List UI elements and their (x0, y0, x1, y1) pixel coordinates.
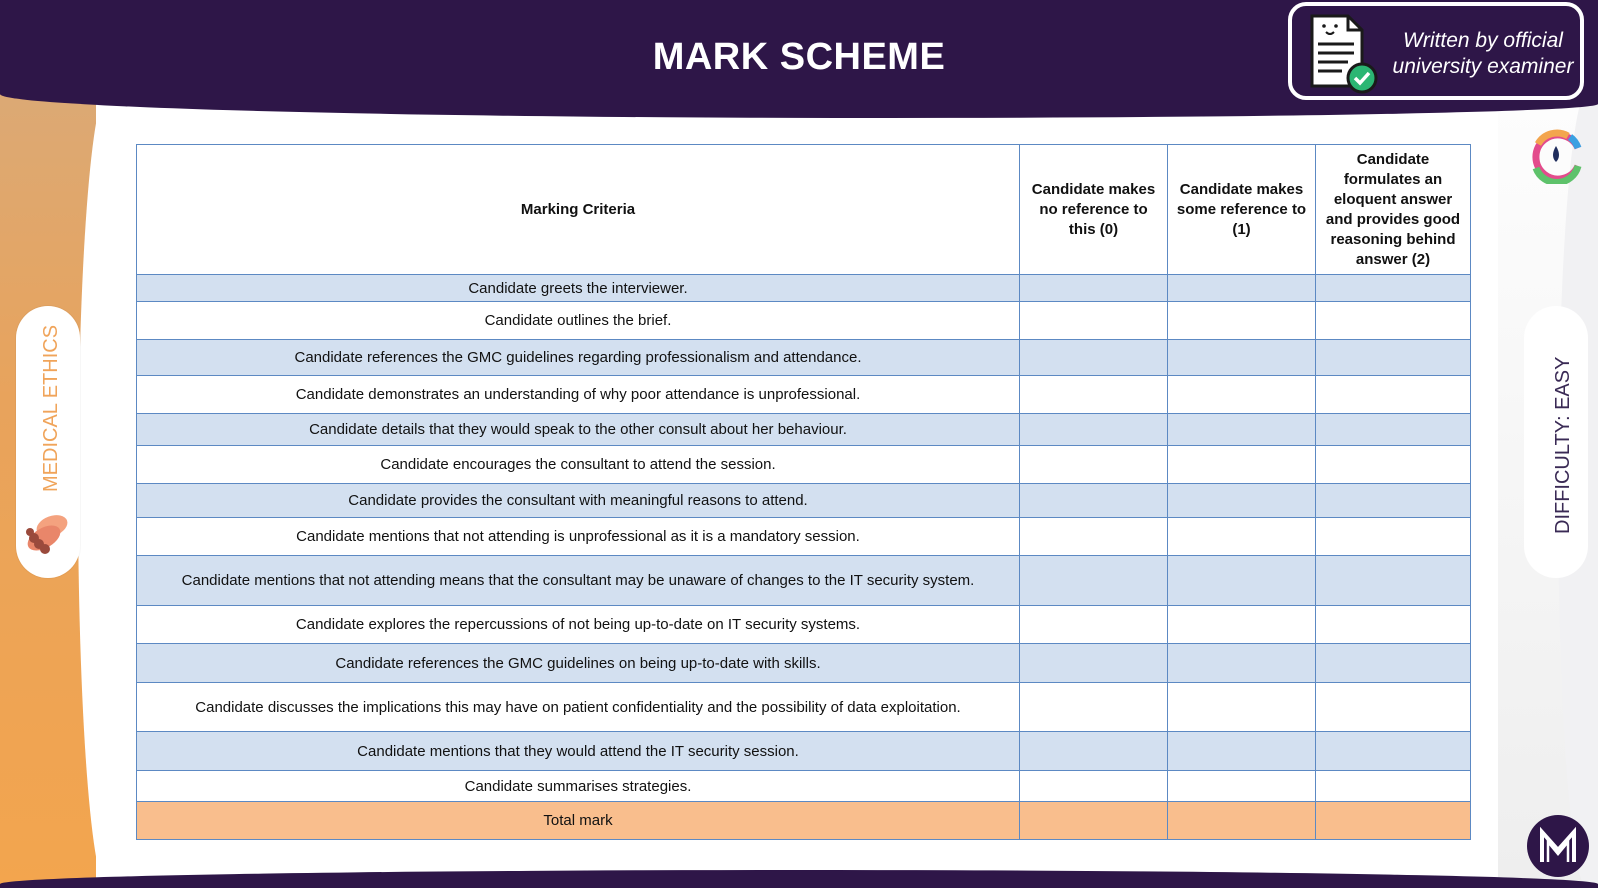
total-label-cell: Total mark (137, 802, 1020, 840)
score-1-cell[interactable] (1168, 606, 1316, 644)
score-0-cell[interactable] (1020, 556, 1168, 606)
criterion-cell: Candidate outlines the brief. (137, 302, 1020, 340)
score-2-cell[interactable] (1316, 275, 1471, 302)
header-score-2: Candidate formulates an eloquent answer and provides good reasoning behind answer (2) (1316, 145, 1471, 275)
total-score-0-cell[interactable] (1020, 802, 1168, 840)
score-0-cell[interactable] (1020, 683, 1168, 732)
score-0-cell[interactable] (1020, 771, 1168, 802)
criterion-cell: Candidate demonstrates an understanding of why poor attendance is unprofessional. (137, 376, 1020, 414)
criterion-cell: Candidate mentions that they would attend the IT security session. (137, 732, 1020, 771)
score-1-cell[interactable] (1168, 414, 1316, 446)
score-2-cell[interactable] (1316, 518, 1471, 556)
criterion-cell: Candidate references the GMC guidelines on being up-to-date with skills. (137, 644, 1020, 683)
table-row (137, 275, 1471, 302)
score-1-cell[interactable] (1168, 518, 1316, 556)
c-logo-icon (1528, 128, 1584, 184)
score-0-cell[interactable] (1020, 732, 1168, 771)
score-0-cell[interactable] (1020, 644, 1168, 683)
table-row (137, 771, 1471, 802)
total-score-1-cell[interactable] (1168, 802, 1316, 840)
score-1-cell[interactable] (1168, 683, 1316, 732)
criterion-cell: Candidate mentions that not attending means that the consultant may be unaware of changes to the IT security system. (137, 556, 1020, 606)
criterion-cell: Candidate discusses the implications this may have on patient confidentiality and the possibility of data exploitation. (137, 683, 1020, 732)
badge-text-line2: university examiner (1392, 55, 1574, 78)
score-1-cell[interactable] (1168, 644, 1316, 683)
score-2-cell[interactable] (1316, 606, 1471, 644)
table-row (137, 340, 1471, 376)
score-0-cell[interactable] (1020, 518, 1168, 556)
score-1-cell[interactable] (1168, 376, 1316, 414)
footer-banner (0, 870, 1598, 888)
score-2-cell[interactable] (1316, 340, 1471, 376)
criterion-cell: Candidate summarises strategies. (137, 771, 1020, 802)
header-score-0: Candidate makes no reference to this (0) (1020, 145, 1168, 275)
table-row (137, 376, 1471, 414)
criterion-cell: Candidate references the GMC guidelines regarding professionalism and attendance. (137, 340, 1020, 376)
category-label: MEDICAL ETHICS (40, 324, 62, 492)
score-0-cell[interactable] (1020, 302, 1168, 340)
table-row (137, 644, 1471, 683)
score-0-cell[interactable] (1020, 275, 1168, 302)
table-row (137, 302, 1471, 340)
page-title: MARK SCHEME (652, 36, 946, 78)
table-row (137, 414, 1471, 446)
score-1-cell[interactable] (1168, 732, 1316, 771)
score-2-cell[interactable] (1316, 446, 1471, 484)
criterion-cell: Candidate encourages the consultant to attend the session. (137, 446, 1020, 484)
mark-scheme-table (136, 144, 1471, 840)
table-row (137, 518, 1471, 556)
score-0-cell[interactable] (1020, 376, 1168, 414)
score-0-cell[interactable] (1020, 340, 1168, 376)
score-1-cell[interactable] (1168, 275, 1316, 302)
difficulty-label: DIFFICULTY: EASY (1552, 356, 1574, 534)
badge-text (1390, 28, 1576, 80)
handshake-icon (22, 508, 74, 560)
score-0-cell[interactable] (1020, 446, 1168, 484)
score-2-cell[interactable] (1316, 376, 1471, 414)
score-0-cell[interactable] (1020, 606, 1168, 644)
badge-text-line1: Written by official (1403, 29, 1563, 52)
score-0-cell[interactable] (1020, 414, 1168, 446)
score-2-cell[interactable] (1316, 414, 1471, 446)
criterion-cell: Candidate mentions that not attending is unprofessional as it is a mandatory session. (137, 518, 1020, 556)
score-1-cell[interactable] (1168, 302, 1316, 340)
criterion-cell: Candidate provides the consultant with meaningful reasons to attend. (137, 484, 1020, 518)
score-2-cell[interactable] (1316, 644, 1471, 683)
table-row (137, 732, 1471, 771)
total-score-2-cell[interactable] (1316, 802, 1471, 840)
score-2-cell[interactable] (1316, 556, 1471, 606)
score-2-cell[interactable] (1316, 771, 1471, 802)
score-2-cell[interactable] (1316, 732, 1471, 771)
criterion-cell: Candidate greets the interviewer. (137, 275, 1020, 302)
document-check-icon (1304, 12, 1382, 94)
score-2-cell[interactable] (1316, 302, 1471, 340)
score-1-cell[interactable] (1168, 484, 1316, 518)
score-0-cell[interactable] (1020, 484, 1168, 518)
header-score-1: Candidate makes some reference to (1) (1168, 145, 1316, 275)
score-1-cell[interactable] (1168, 556, 1316, 606)
examiner-badge (1288, 2, 1584, 100)
header-marking-criteria: Marking Criteria (137, 145, 1020, 275)
m-logo-icon (1526, 814, 1590, 878)
table-row (137, 446, 1471, 484)
score-1-cell[interactable] (1168, 446, 1316, 484)
total-row (137, 802, 1471, 840)
score-2-cell[interactable] (1316, 484, 1471, 518)
score-1-cell[interactable] (1168, 340, 1316, 376)
table-row (137, 484, 1471, 518)
score-2-cell[interactable] (1316, 683, 1471, 732)
criterion-cell: Candidate details that they would speak to the other consult about her behaviour. (137, 414, 1020, 446)
table-header-row (137, 145, 1471, 275)
score-1-cell[interactable] (1168, 771, 1316, 802)
table-row (137, 683, 1471, 732)
table-row (137, 606, 1471, 644)
table-row (137, 556, 1471, 606)
criterion-cell: Candidate explores the repercussions of not being up-to-date on IT security systems. (137, 606, 1020, 644)
